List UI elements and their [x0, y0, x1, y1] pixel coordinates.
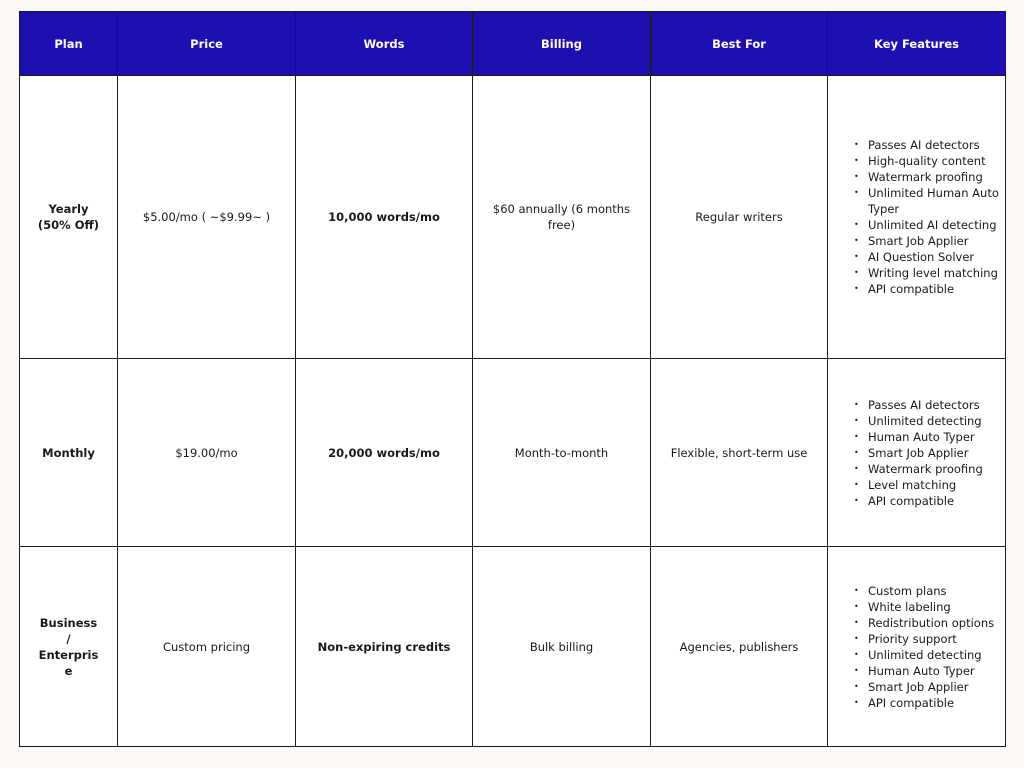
price-value: $19.00/mo	[175, 445, 238, 460]
price-original: ~$9.99~	[209, 210, 262, 224]
feature-item: • Redistribution options	[868, 615, 999, 631]
feature-item: • API compatible	[868, 695, 999, 711]
billing-cell: Month-to-month	[473, 359, 651, 547]
table-row	[20, 547, 1006, 747]
table-row	[20, 76, 1006, 359]
feature-item: • API compatible	[868, 493, 999, 509]
feature-item: • Unlimited detecting	[868, 413, 999, 429]
best-for-cell: Flexible, short-term use	[651, 359, 828, 547]
words-cell: Non-expiring credits	[296, 547, 473, 747]
plan-discount: (50% Off)	[37, 218, 100, 232]
header-price: Price	[118, 12, 296, 76]
price-suffix: )	[261, 210, 271, 224]
feature-item: • Smart Job Applier	[868, 233, 999, 249]
header-billing: Billing	[473, 12, 651, 76]
feature-item: • Priority support	[868, 631, 999, 647]
pricing-table	[19, 11, 1006, 747]
feature-item: • Smart Job Applier	[868, 445, 999, 461]
plan-name-part: Business	[39, 615, 98, 630]
plan-name: Monthly	[42, 445, 95, 460]
feature-item: • Level matching	[868, 477, 999, 493]
features-cell	[828, 359, 1006, 547]
feature-item: • Watermark proofing	[868, 169, 999, 185]
price-value: Custom pricing	[162, 639, 251, 654]
plan-name-part: Enterpris	[38, 647, 99, 662]
plan-cell	[20, 547, 118, 747]
feature-item: • Smart Job Applier	[868, 679, 999, 695]
words-cell: 20,000 words/mo	[296, 359, 473, 547]
feature-item: • High-quality content	[868, 153, 999, 169]
header-words: Words	[296, 12, 473, 76]
plan-cell	[20, 359, 118, 547]
best-for-cell: Regular writers	[651, 76, 828, 359]
billing-cell: $60 annually (6 months free)	[473, 76, 651, 359]
price-cell	[118, 76, 296, 359]
feature-item: • Unlimited detecting	[868, 647, 999, 663]
features-cell	[828, 76, 1006, 359]
header-key-features: Key Features	[828, 12, 1006, 76]
feature-item: • Passes AI detectors	[868, 397, 999, 413]
feature-item: • White labeling	[868, 599, 999, 615]
feature-item: • Human Auto Typer	[868, 663, 999, 679]
features-list	[850, 583, 999, 711]
plan-name-part: e	[64, 663, 73, 678]
feature-item: • API compatible	[868, 281, 999, 297]
header-best-for: Best For	[651, 12, 828, 76]
feature-item: • Human Auto Typer	[868, 429, 999, 445]
plan-name-part: /	[66, 631, 71, 646]
features-list	[850, 137, 999, 297]
feature-item: • Writing level matching	[868, 265, 999, 281]
feature-item: • AI Question Solver	[868, 249, 999, 265]
table-header-row	[20, 12, 1006, 76]
plan-name: Yearly	[48, 202, 89, 216]
features-cell	[828, 547, 1006, 747]
feature-item: • Unlimited AI detecting	[868, 217, 999, 233]
feature-item: • Watermark proofing	[868, 461, 999, 477]
billing-cell: Bulk billing	[473, 547, 651, 747]
table-row	[20, 359, 1006, 547]
feature-item: • Passes AI detectors	[868, 137, 999, 153]
price-cell	[118, 547, 296, 747]
price-value: $5.00/mo (	[142, 210, 210, 224]
plan-cell	[20, 76, 118, 359]
best-for-cell: Agencies, publishers	[651, 547, 828, 747]
header-plan: Plan	[20, 12, 118, 76]
feature-item: • Unlimited Human Auto Typer	[868, 185, 999, 217]
feature-item: • Custom plans	[868, 583, 999, 599]
words-cell: 10,000 words/mo	[296, 76, 473, 359]
price-cell	[118, 359, 296, 547]
features-list	[850, 397, 999, 509]
